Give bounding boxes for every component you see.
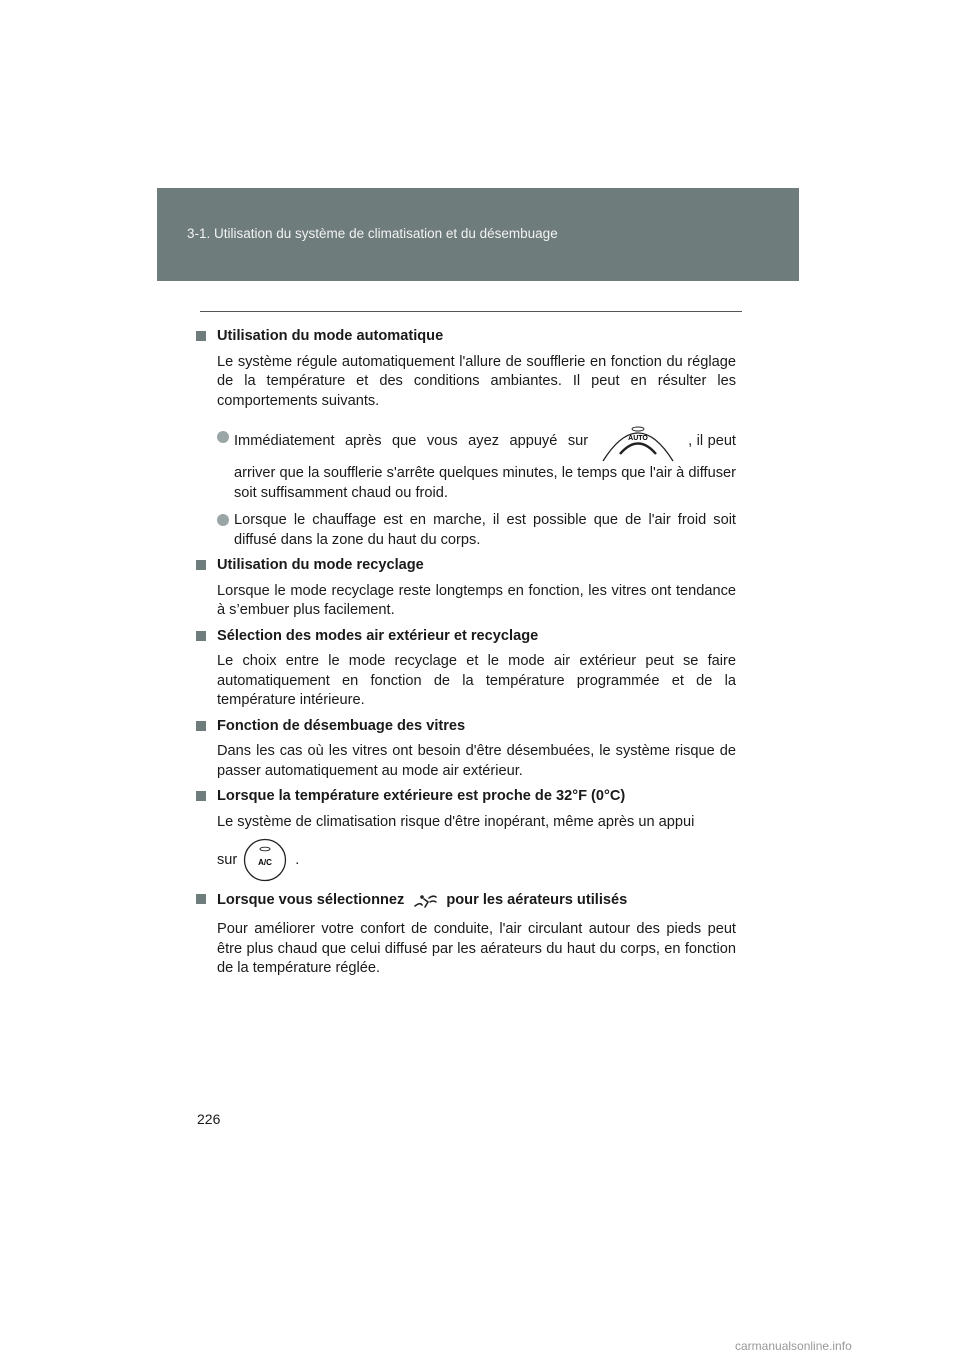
section-text: Le système de climatisation risque d'être inopérant, même après un appui [217, 813, 695, 830]
square-bullet-icon [196, 560, 206, 570]
square-bullet-icon [196, 721, 206, 731]
section-heading: Lorsque vous sélectionnez pour les aérateurs utilisés [196, 890, 736, 910]
bullet-item: Immédiatement après que vous ayez appuyé sur AUTO , il peut arriver que la soufflerie s'arrête quelques minutes, le temps que l'air à diffuser soit suffisamment chaud ou froid. [217, 419, 736, 503]
svg-text:AUTO: AUTO [628, 435, 648, 442]
square-bullet-icon [196, 631, 206, 641]
section-text: Pour améliorer votre confort de conduite, l'air circulant autour des pieds peut être plus chaud que celui diffusé par les aérateurs du haut du corps, en fonction de la température réglée. [217, 921, 736, 977]
section-heading: Sélection des modes air extérieur et recyclage [196, 627, 736, 647]
section-text: sur A/C . [217, 838, 736, 882]
bullet-item: Lorsque le chauffage est en marche, il est possible que de l'air froid soit diffusé dans la zone du haut du corps. [217, 511, 736, 550]
section-heading: Lorsque la température extérieure est proche de 32°F (0°C) [196, 787, 736, 807]
round-bullet-icon [217, 514, 229, 526]
chapter-title: 3-1. Utilisation du système de climatisation et du désembuage [187, 226, 558, 241]
section-heading: Utilisation du mode recyclage [196, 556, 736, 576]
section-heading: Fonction de désembuage des vitres [196, 717, 736, 737]
chapter-header-band [157, 188, 799, 281]
page-number: 226 [197, 1111, 221, 1127]
section-text: Lorsque le mode recyclage reste longtemps en fonction, les vitres ont tendance à s’embuer plus facilement. [217, 582, 736, 618]
square-bullet-icon [196, 331, 206, 341]
square-bullet-icon [196, 894, 206, 904]
page-content [196, 327, 736, 979]
foot-and-face-vent-icon [412, 890, 438, 910]
section-heading: Utilisation du mode automatique [196, 327, 736, 347]
ac-button-icon [243, 838, 287, 882]
footer-watermark: carmanualsonline.info [735, 1339, 852, 1353]
section-text: Le choix entre le mode recyclage et le mode air extérieur peut se faire automatiquement en fonction de la température programmée et de la température intérieure. [217, 653, 736, 708]
header-rule [200, 311, 742, 312]
section-text: Dans les cas où les vitres ont besoin d'être désembuées, le système risque de passer automatiquement au mode air extérieur. [217, 743, 736, 779]
auto-button-icon [600, 419, 676, 463]
round-bullet-icon [217, 431, 229, 443]
svg-text:A/C: A/C [258, 858, 273, 867]
section-text: Le système régule automatiquement l'allure de soufflerie en fonction du réglage de la température et des conditions ambiantes. Il peut en résulter les comportements suivants. [217, 353, 736, 409]
square-bullet-icon [196, 791, 206, 801]
